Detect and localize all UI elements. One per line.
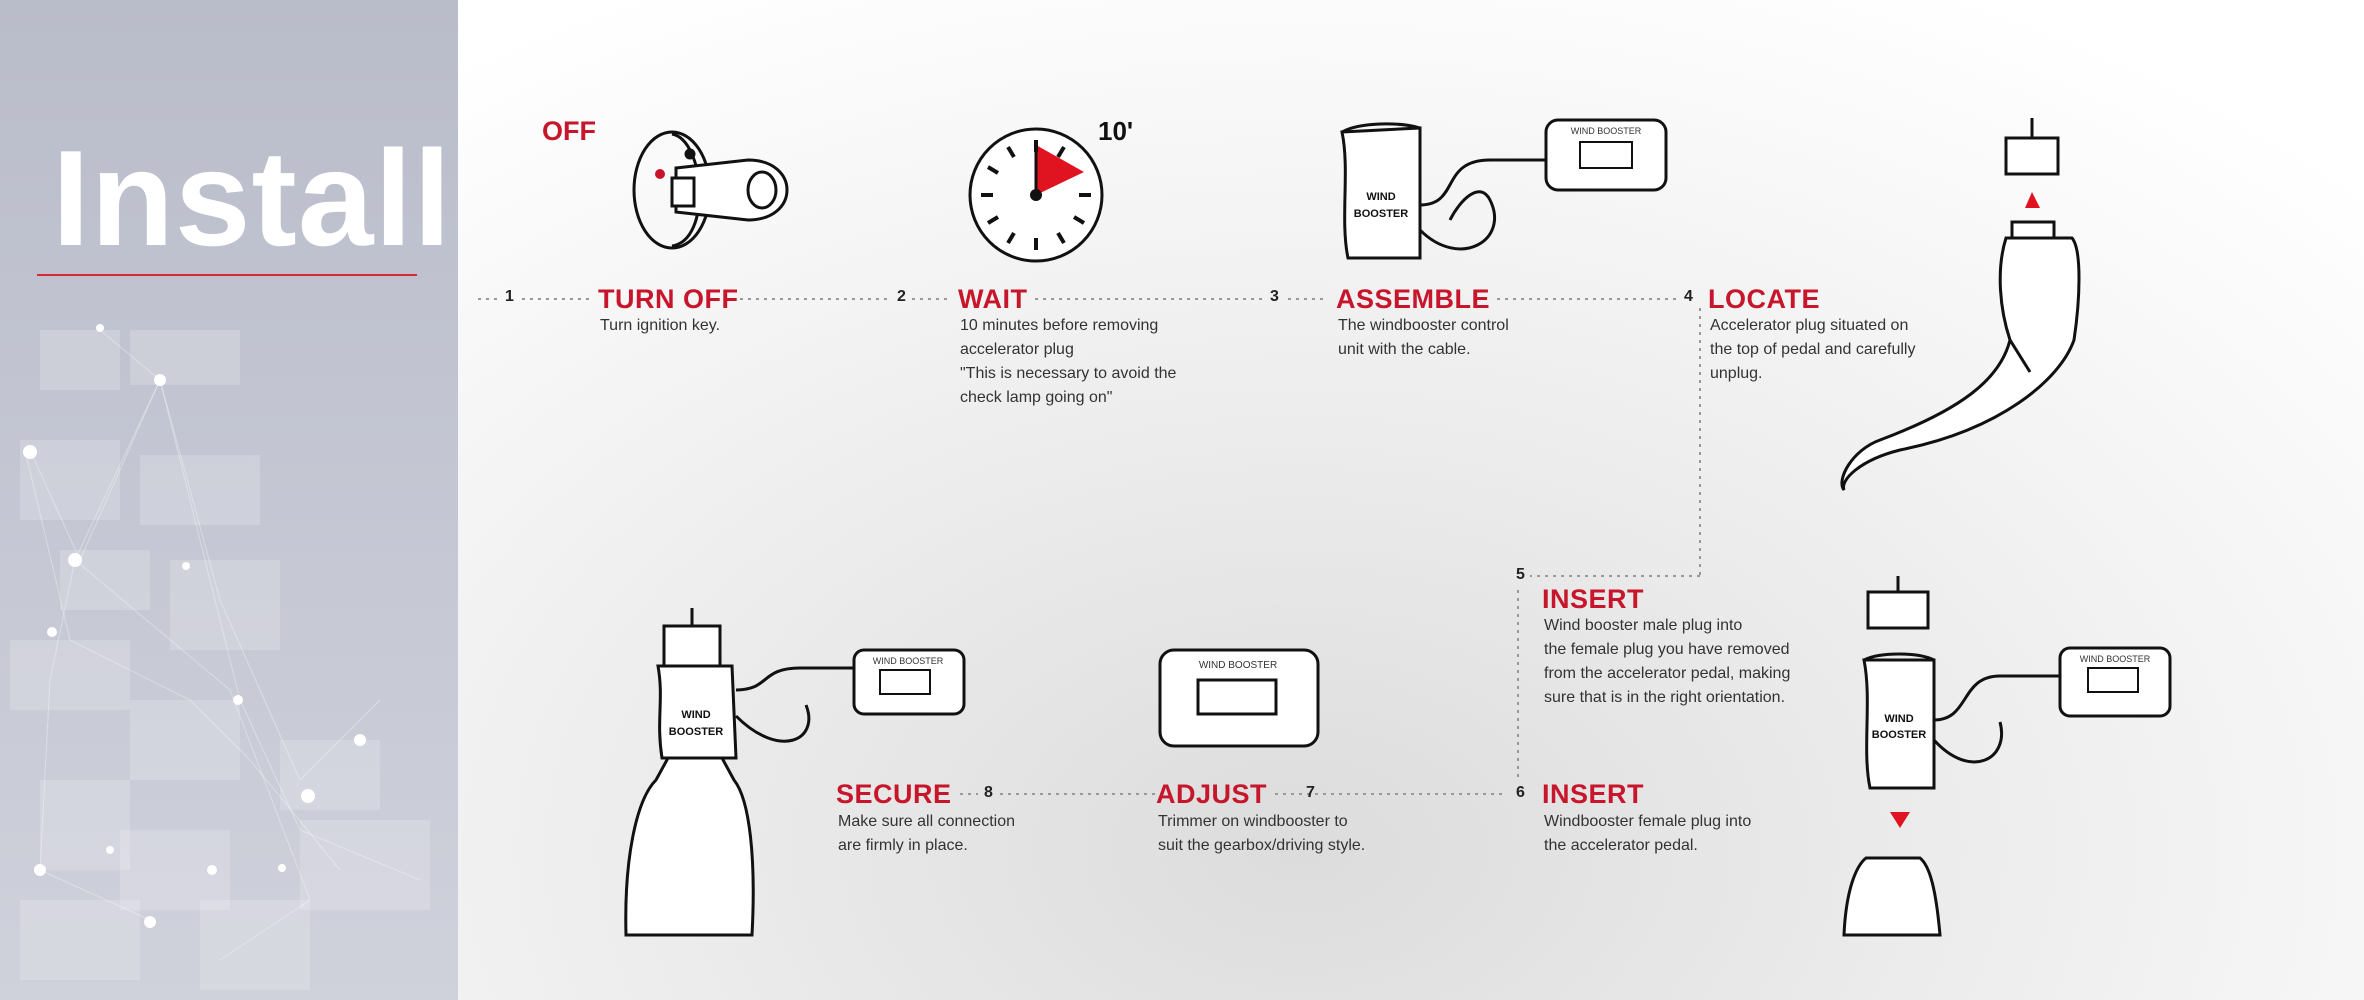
step-number: 5 bbox=[1516, 566, 1525, 583]
step-title: SECURE bbox=[836, 779, 952, 809]
timer-duration-label: 10' bbox=[1098, 116, 1134, 146]
device-screen-label: WIND BOOSTER bbox=[1570, 126, 1642, 136]
arrow-up-icon bbox=[2025, 192, 2040, 208]
step-description: Trimmer on windbooster to suit the gearbox/driving style. bbox=[1158, 813, 1366, 854]
step-title: TURN OFF bbox=[598, 284, 739, 314]
step-number: 3 bbox=[1270, 288, 1279, 305]
device-label-line1: WIND bbox=[1366, 191, 1396, 203]
ignition-key-icon bbox=[634, 132, 787, 248]
step-description: Make sure all connection are firmly in place. bbox=[838, 813, 1015, 854]
step-title: ADJUST bbox=[1156, 779, 1268, 809]
device-label-line1: WIND bbox=[1884, 713, 1914, 725]
step-description: Accelerator plug situated on the top of pedal and carefully unplug. bbox=[1710, 317, 1916, 382]
step-title: ASSEMBLE bbox=[1336, 284, 1491, 314]
off-label: OFF bbox=[542, 116, 596, 146]
device-screen-label: WIND BOOSTER bbox=[2079, 654, 2151, 664]
step-number: 1 bbox=[505, 288, 514, 305]
device-label-line2: BOOSTER bbox=[1871, 729, 1927, 741]
step-description: 10 minutes before removing accelerator plug "This is necessary to avoid the check lamp going on" bbox=[960, 317, 1177, 406]
windbooster-unit-icon bbox=[1342, 120, 1666, 258]
step-number: 6 bbox=[1516, 784, 1525, 801]
step-title: INSERT bbox=[1542, 584, 1645, 614]
step-number: 2 bbox=[897, 288, 906, 305]
accelerator-pedal-icon bbox=[1842, 118, 2079, 490]
step-number: 7 bbox=[1306, 784, 1315, 801]
step-title: LOCATE bbox=[1708, 284, 1820, 314]
step-number: 4 bbox=[1684, 288, 1693, 305]
step-description: Windbooster female plug into the accelerator pedal. bbox=[1544, 813, 1752, 854]
step-number: 8 bbox=[984, 784, 993, 801]
device-screen-label: WIND BOOSTER bbox=[872, 656, 944, 666]
step-description: Wind booster male plug into the female plug you have removed from the accelerator pedal, making sure that is in the right orientation. bbox=[1544, 617, 1791, 706]
device-label-line1: WIND bbox=[681, 709, 711, 721]
step-description: The windbooster control unit with the cable. bbox=[1338, 317, 1509, 358]
plug-insert-assembly-icon bbox=[1844, 576, 2170, 935]
arrow-down-icon bbox=[1890, 812, 1910, 828]
device-label-line2: BOOSTER bbox=[668, 726, 724, 738]
device-screen-label: WIND BOOSTER bbox=[1198, 660, 1278, 671]
step-description: Turn ignition key. bbox=[600, 317, 721, 334]
page-title: Install bbox=[52, 122, 452, 274]
device-label-line2: BOOSTER bbox=[1353, 208, 1409, 220]
step-title: INSERT bbox=[1542, 779, 1645, 809]
step-title: WAIT bbox=[958, 284, 1028, 314]
timer-clock-icon bbox=[970, 129, 1102, 261]
